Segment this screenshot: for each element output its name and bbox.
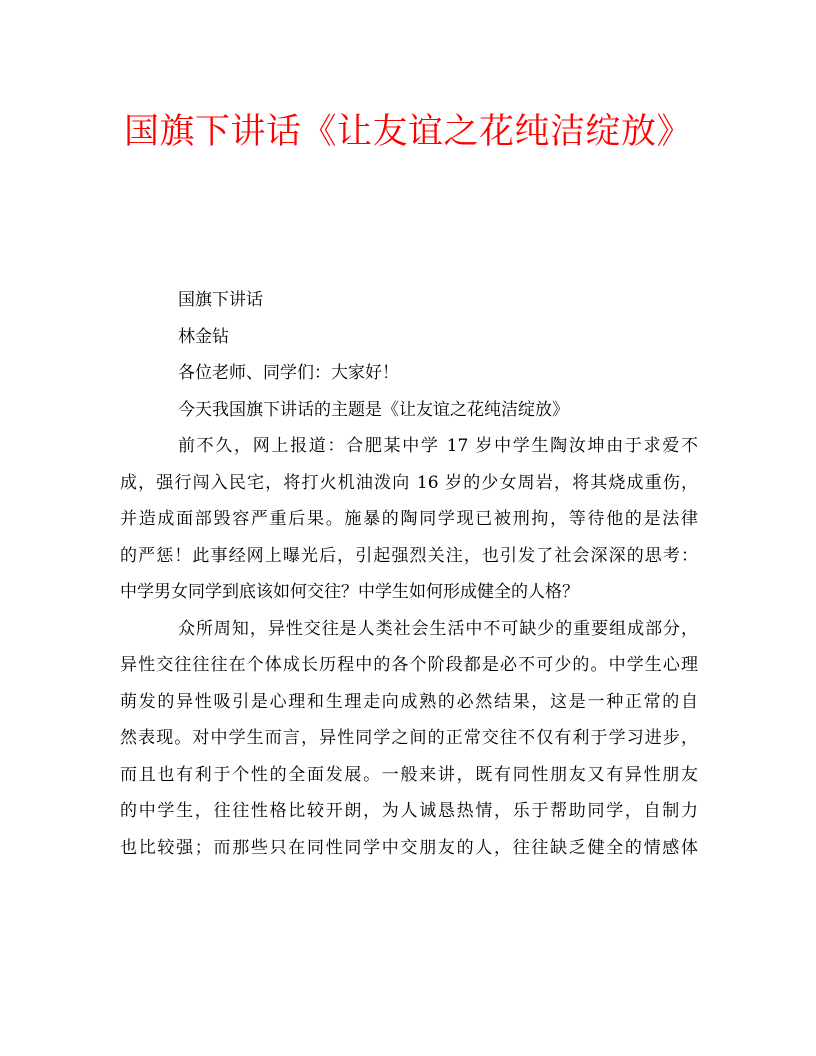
text-line: 众所周知，异性交往是人类社会生活中不可缺少的重要组成部分， — [178, 618, 698, 639]
text-line: 也比较强；而那些只在同性同学中交朋友的人，往往缺乏健全的情感体 — [120, 837, 698, 858]
text-line: 中学男女同学到底该如何交往？中学生如何形成健全的人格？ — [120, 582, 579, 602]
text-line: 的中学生，往往性格比较开朗，为人诚恳热情，乐于帮助同学，自制力 — [120, 801, 698, 821]
text-line: 成，强行闯入民宅，将打火机油泼向 16 岁的少女周岩，将其烧成重伤， — [120, 472, 698, 493]
document-body — [120, 282, 698, 866]
text-line: 并造成面部毁容严重后果。施暴的陶同学现已被刑拘，等待他的是法律 — [120, 509, 698, 529]
document-title: 国旗下讲话《让友谊之花纯洁绽放》 — [123, 112, 692, 152]
text-line: 萌发的异性吸引是心理和生理走向成熟的必然结果，这是一种正常的自 — [120, 691, 698, 712]
text-line: 林金钻 — [178, 326, 229, 347]
text-line: 国旗下讲话 — [178, 290, 263, 310]
text-line: 各位老师、同学们：大家好！ — [178, 363, 399, 383]
text-line: 的严惩！此事经网上曝光后，引起强烈关注，也引发了社会深深的思考： — [120, 545, 698, 566]
text-line: 异性交往往往在个体成长历程中的各个阶段都是必不可少的。中学生心理 — [120, 655, 698, 675]
text-line: 前不久，网上报道：合肥某中学 17 岁中学生陶汝坤由于求爱不 — [178, 436, 698, 456]
text-line: 而且也有利于个性的全面发展。一般来讲，既有同性朋友又有异性朋友 — [120, 764, 698, 785]
text-line: 然表现。对中学生而言，异性同学之间的正常交往不仅有利于学习进步， — [120, 728, 698, 748]
text-line: 今天我国旗下讲话的主题是《让友谊之花纯洁绽放》 — [178, 399, 569, 420]
